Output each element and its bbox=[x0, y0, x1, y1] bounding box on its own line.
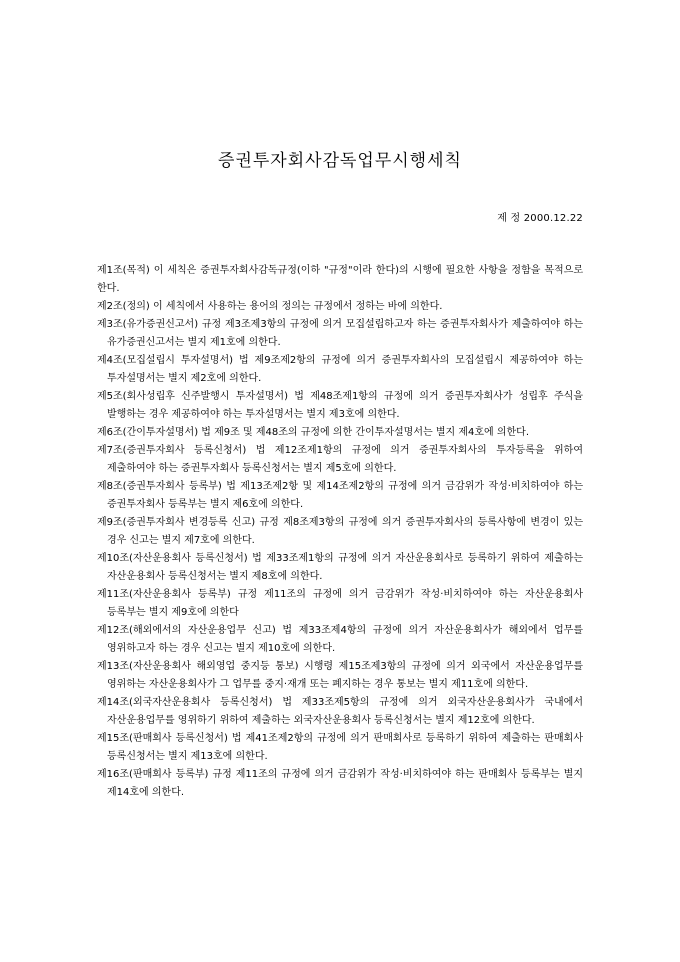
article-16: 제16조(판매회사 등록부) 규정 제11조의 규정에 의거 금감위가 작성·비치하여야 하는 판매회사 등록부는 별지 제14호에 의한다. bbox=[97, 769, 583, 798]
article-14: 제14조(외국자산운용회사 등록신청서) 법 제33조제5항의 규정에 의거 외국자산운용회사가 국내에서 자산운용업무를 영위하기 위하여 제출하는 외국자산운용회사 등록신청서는 별지 제12호에 의한다. bbox=[97, 697, 583, 726]
article-2: 제2조(정의) 이 세칙에서 사용하는 용어의 정의는 규정에서 정하는 바에 의한다. bbox=[97, 301, 443, 312]
article-11: 제11조(자산운용회사 등록부) 규정 제11조의 규정에 의거 금감위가 작성·비치하여야 하는 자산운용회사 등록부는 별지 제9호에 의한다 bbox=[97, 589, 583, 618]
article-10: 제10조(자산운용회사 등록신청서) 법 제33조제1항의 규정에 의거 자산운용회사로 등록하기 위하여 제출하는 자산운용회사 등록신청서는 별지 제8호에 의한다. bbox=[97, 553, 583, 582]
enactment-date: 제 정 2000.12.22 bbox=[497, 213, 583, 224]
article-13: 제13조(자산운용회사 해외영업 중지등 통보) 시행령 제15조제3항의 규정에 의거 외국에서 자산운용업무를 영위하는 자산운용회사가 그 업무를 중지·재개 또는 폐지하는 경우 통보는 별지 제11호에 의한다. bbox=[97, 661, 583, 690]
article-5: 제5조(회사성립후 신주발행시 투자설명서) 법 제48조제1항의 규정에 의거 증권투자회사가 성립후 주식을 발행하는 경우 제공하여야 하는 투자설명서는 별지 제3호에 의한다. bbox=[97, 391, 583, 420]
article-1: 제1조(목적) 이 세칙은 증권투자회사감독규정(이하 "규정"이라 한다)의 시행에 필요한 사항을 정함을 목적으로 한다. bbox=[97, 265, 583, 294]
document-title: 증권투자회사감독업무시행세칙 bbox=[218, 151, 462, 171]
article-list bbox=[97, 262, 583, 802]
article-4: 제4조(모집설립시 투자설명서) 법 제9조제2항의 규정에 의거 증권투자회사의 모집설립시 제공하여야 하는 투자설명서는 별지 제2호에 의한다. bbox=[97, 355, 583, 384]
article-12: 제12조(해외에서의 자산운용업무 신고) 법 제33조제4항의 규정에 의거 자산운용회사가 해외에서 업무를 영위하고자 하는 경우 신고는 별지 제10호에 의한다. bbox=[97, 625, 583, 654]
article-15: 제15조(판매회사 등록신청서) 법 제41조제2항의 규정에 의거 판매회사로 등록하기 위하여 제출하는 판매회사 등록신청서는 별지 제13호에 의한다. bbox=[97, 733, 583, 762]
article-8: 제8조(증권투자회사 등록부) 법 제13조제2항 및 제14조제2항의 규정에 의거 금감위가 작성·비치하여야 하는 증권투자회사 등록부는 별지 제6호에 의한다. bbox=[97, 481, 583, 510]
article-3: 제3조(유가증권신고서) 규정 제3조제3항의 규정에 의거 모집설립하고자 하는 증권투자회사가 제출하여야 하는 유가증권신고서는 별지 제1호에 의한다. bbox=[97, 319, 583, 348]
article-6: 제6조(간이투자설명서) 법 제9조 및 제48조의 규정에 의한 간이투자설명서는 별지 제4호에 의한다. bbox=[97, 427, 529, 438]
article-9: 제9조(증권투자회사 변경등록 신고) 규정 제8조제3항의 규정에 의거 증권투자회사의 등록사항에 변경이 있는 경우 신고는 별지 제7호에 의한다. bbox=[97, 517, 583, 546]
article-7: 제7조(증권투자회사 등록신청서) 법 제12조제1항의 규정에 의거 증권투자회사의 투자등록을 위하여 제출하여야 하는 증권투자회사 등록신청서는 별지 제5호에 의한다. bbox=[97, 445, 583, 474]
